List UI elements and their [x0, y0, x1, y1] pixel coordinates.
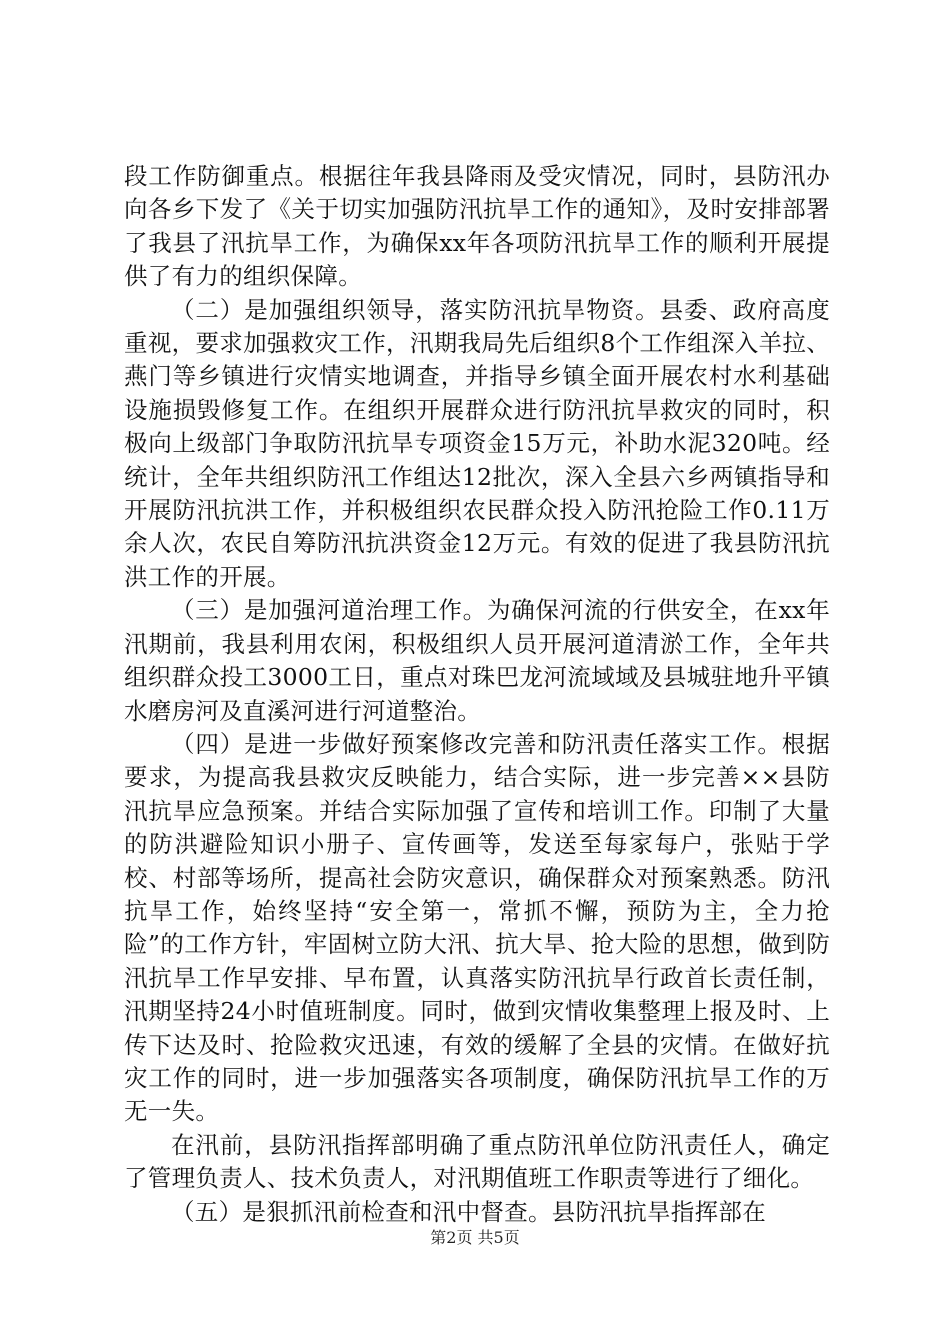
document-body: [124, 160, 830, 1229]
paragraph-pre-flood: 在汛前，县防汛指挥部明确了重点防汛单位防汛责任人，确定了管理负责人、技术负责人，对汛期值班工作职责等进行了细化。: [124, 1130, 830, 1193]
paragraph-section-5: （五）是狠抓汛前检查和汛中督查。县防汛抗旱指挥部在: [171, 1197, 766, 1226]
paragraph-section-4: （四）是进一步做好预案修改完善和防汛责任落实工作。根据要求，为提高我县救灾反映能力，结合实际，进一步完善××县防汛抗旱应急预案。并结合实际加强了宣传和培训工作。印制了大量的防洪避险知识小册子、宣传画等，发送至每家每户，张贴于学校、村部等场所，提高社会防灾意识，确保群众对预案熟悉。防汛抗旱工作，始终坚持“安全第一，常抓不懈，预防为主，全力抢险”的工作方针，牢固树立防大汛、抗大旱、抢大险的思想，做到防汛抗旱工作早安排、早布置，认真落实防汛抗旱行政首长责任制，汛期坚持24小时值班制度。同时，做到灾情收集整理上报及时、上传下达及时、抢险救灾迅速，有效的缓解了全县的灾情。在做好抗灾工作的同时，进一步加强落实各项制度，确保防汛抗旱工作的万无一失。: [124, 729, 830, 1126]
paragraph-section-3: （三）是加强河道治理工作。为确保河流的行供安全，在xx年汛期前，我县利用农闲，积极组织人员开展河道清淤工作，全年共组织群众投工3000工日，重点对珠巴龙河流域域及县城驻地升平镇水磨房河及直溪河进行河道整治。: [124, 596, 830, 725]
paragraph-continuation: 段工作防御重点。根据往年我县降雨及受灾情况，同时，县防汛办向各乡下发了《关于切实加强防汛抗旱工作的通知》，及时安排部署了我县了汛抗旱工作，为确保xx年各项防汛抗旱工作的顺利开展提供了有力的组织保障。: [124, 162, 830, 291]
page-footer: 第2页 共5页: [430, 1228, 520, 1247]
paragraph-section-2: （二）是加强组织领导，落实防汛抗旱物资。县委、政府高度重视，要求加强救灾工作，汛期我局先后组织8个工作组深入羊拉、燕门等乡镇进行灾情实地调查，并指导乡镇全面开展农村水利基础设施损毁修复工作。在组织开展群众进行防汛抗旱救灾的同时，积极向上级部门争取防汛抗旱专项资金15万元，补助水泥320吨。经统计，全年共组织防汛工作组达12批次，深入全县六乡两镇指导和开展防汛抗洪工作，并积极组织农民群众投入防汛抢险工作0.11万余人次，农民自筹防汛抗洪资金12万元。有效的促进了我县防汛抗洪工作的开展。: [124, 295, 830, 591]
